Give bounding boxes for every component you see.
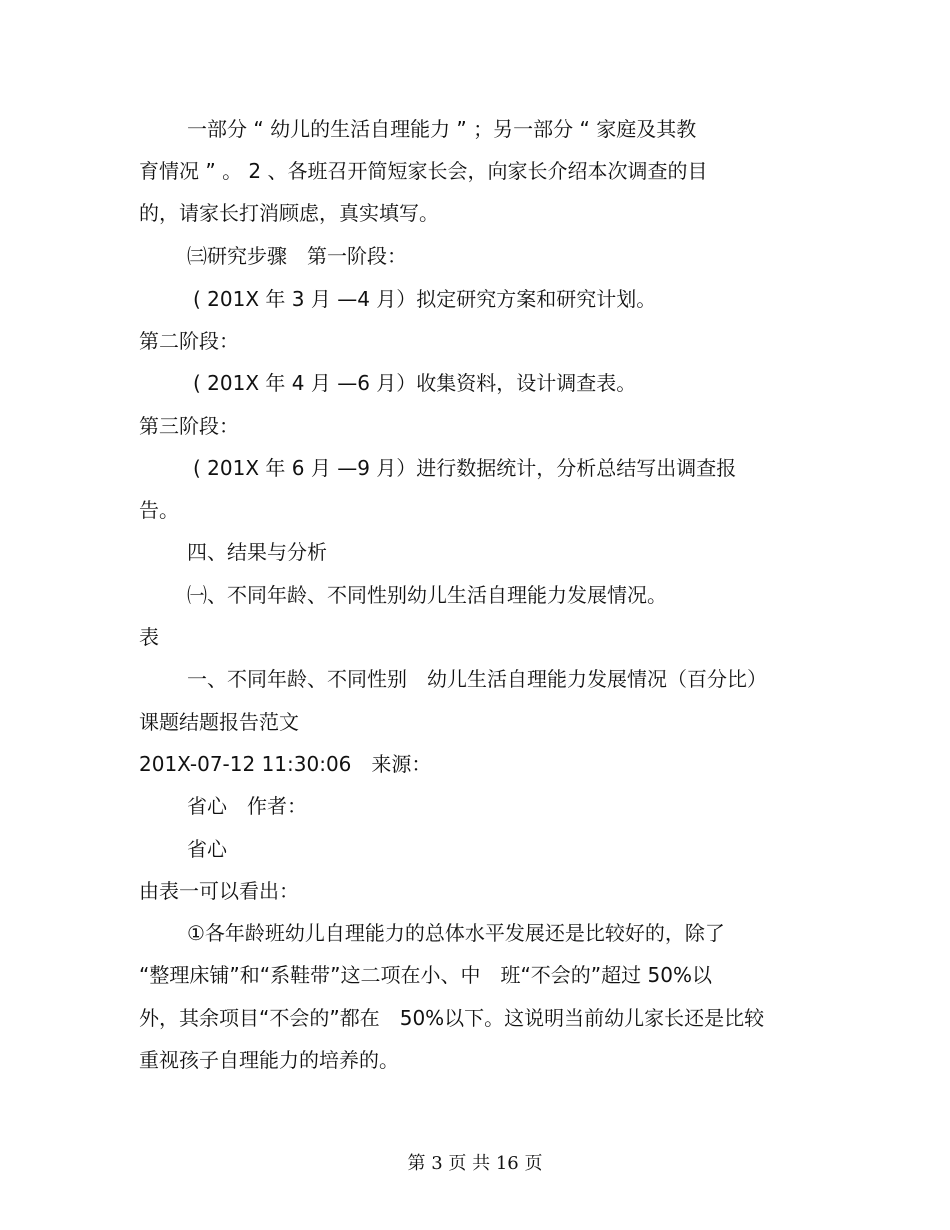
paragraph-line: 重视孩子自理能力的培养的。 bbox=[139, 1048, 399, 1072]
section-heading: 第二阶段： bbox=[139, 329, 239, 353]
paragraph-line: 表 bbox=[139, 625, 159, 649]
paragraph-line: ①各年龄班幼儿自理能力的总体水平发展还是比较好的，除了 bbox=[187, 921, 725, 945]
paragraph-line: ( 201X 年 4 月 —6 月）收集资料，设计调查表。 bbox=[193, 371, 637, 395]
paragraph-line: ㈠、不同年龄、不同性别幼儿生活自理能力发展情况。 bbox=[187, 583, 667, 607]
paragraph-line: 的，请家长打消顾虑，真实填写。 bbox=[139, 201, 439, 225]
section-heading: 第三阶段： bbox=[139, 414, 239, 438]
paragraph-line: 省心 作者： bbox=[187, 794, 307, 818]
page-number-footer: 第 3 页 共 16 页 bbox=[407, 1153, 543, 1174]
paragraph-line: 一、不同年龄、不同性别 幼儿生活自理能力发展情况（百分比） bbox=[187, 667, 767, 691]
paragraph-line: 省心 bbox=[187, 837, 227, 861]
paragraph-line: 告。 bbox=[139, 498, 179, 522]
paragraph-line: 课题结题报告范文 bbox=[139, 710, 299, 734]
paragraph-line: ( 201X 年 3 月 —4 月）拟定研究方案和研究计划。 bbox=[193, 287, 657, 311]
section-heading: 四、结果与分析 bbox=[187, 540, 327, 564]
paragraph-line: 育情况 ” 。 2 、各班召开简短家长会，向家长介绍本次调查的目 bbox=[139, 159, 708, 183]
paragraph-line: 201X-07-12 11:30:06 来源： bbox=[139, 752, 432, 776]
paragraph-line: “整理床铺”和“系鞋带”这二项在小、中 班“不会的”超过 50%以 bbox=[139, 963, 712, 987]
section-heading: ㈢研究步骤 第一阶段： bbox=[187, 244, 407, 268]
paragraph-line: 由表一可以看出： bbox=[139, 879, 299, 903]
paragraph-line: 一部分 “ 幼儿的生活自理能力 ” ；另一部分 “ 家庭及其教 bbox=[187, 117, 697, 141]
paragraph-line: ( 201X 年 6 月 —9 月）进行数据统计，分析总结写出调查报 bbox=[193, 456, 737, 480]
paragraph-line: 外，其余项目“不会的”都在 50%以下。这说明当前幼儿家长还是比较 bbox=[139, 1006, 765, 1030]
